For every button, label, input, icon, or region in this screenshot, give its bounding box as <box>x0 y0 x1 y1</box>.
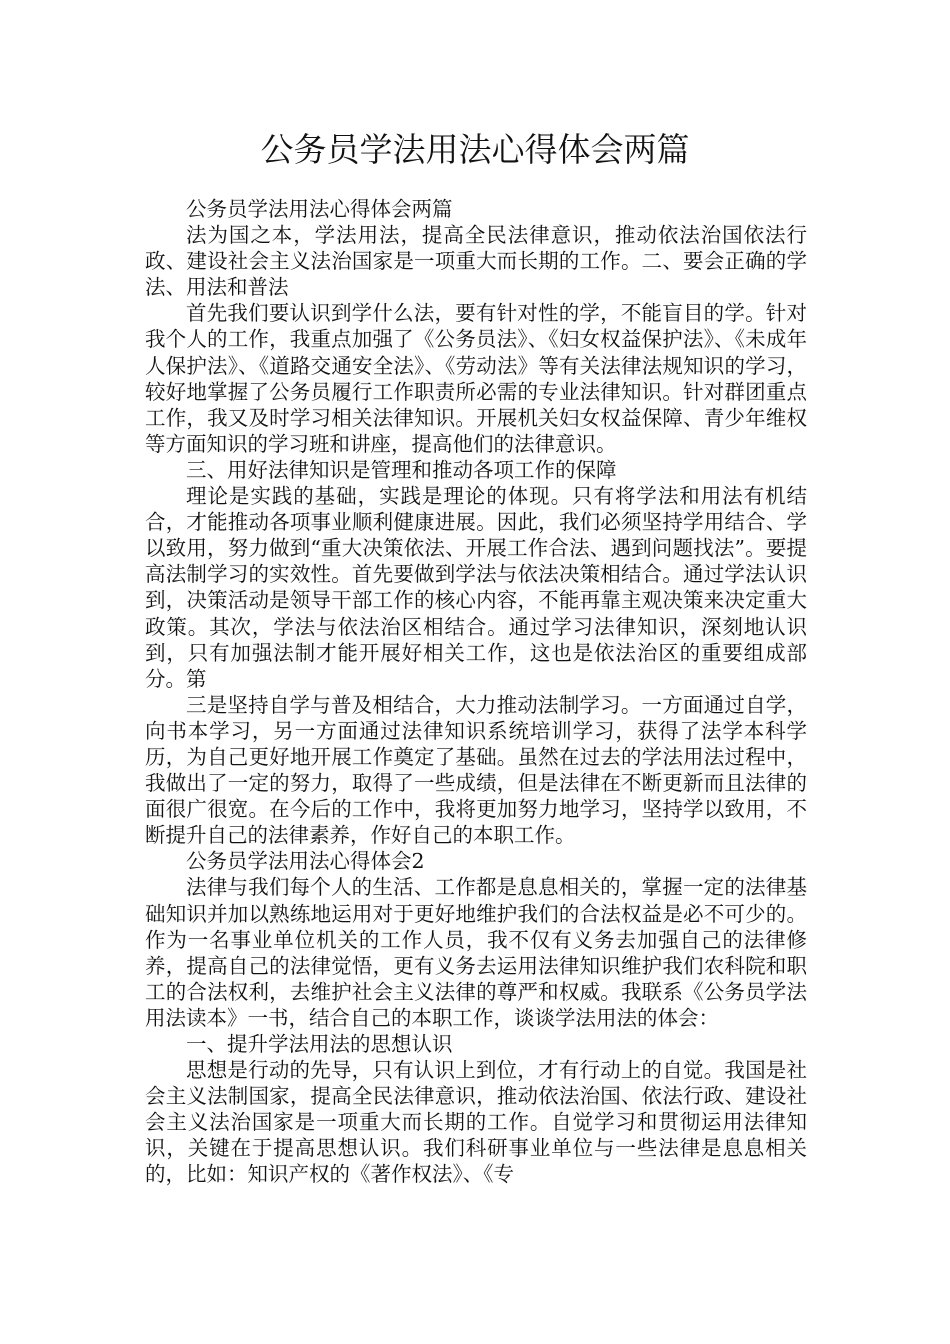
document-body <box>145 196 807 1188</box>
paragraph: 思想是行动的先导，只有认识上到位，才有行动上的自觉。我国是社会主义法制国家，提高全民法律意识，推动依法治国、依法行政、建设社会主义法治国家是一项重大而长期的工作。自觉学习和贯彻运用法律知识，关键在于提高思想认识。我们科研事业单位与一些法律是息息相关的，比如：知识产权的《著作权法》、《专 <box>145 1058 807 1187</box>
paragraph-heading: 一、提升学法用法的思想认识 <box>186 1032 453 1056</box>
paragraph: 理论是实践的基础，实践是理论的体现。只有将学法和用法有机结合，才能推动各项事业顺利健康进展。因此，我们必须坚持学用结合、学以致用，努力做到“重大决策依法、开展工作合法、遇到问题找法”。要提高法制学习的实效性。首先要做到学法与依法决策相结合。通过学法认识到，决策活动是领导干部工作的核心内容，不能再靠主观决策来决定重大政策。其次，学法与依法治区相结合。通过学习法律知识，深刻地认识到，只有加强法制才能开展好相关工作，这也是依法治区的重要组成部分。第 <box>145 484 807 691</box>
paragraph: 法为国之本，学法用法，提高全民法律意识，推动依法治国依法行政、建设社会主义法治国家是一项重大而长期的工作。二、要会正确的学法、用法和普法 <box>145 223 807 300</box>
paragraph: 法律与我们每个人的生活、工作都是息息相关的，掌握一定的法律基础知识并加以熟练地运用对于更好地维护我们的合法权益是必不可少的。作为一名事业单位机关的工作人员，我不仅有义务去加强自己的法律修养，提高自己的法律觉悟，更有义务去运用法律知识维护我们农科院和职工的合法权利，去维护社会主义法律的尊严和权威。我联系《公务员学法用法读本》一书，结合自己的本职工作，谈谈学法用法的体会： <box>145 875 807 1030</box>
paragraph-subtitle: 公务员学法用法心得体会两篇 <box>186 197 453 221</box>
paragraph-heading: 三、用好法律知识是管理和推动各项工作的保障 <box>186 457 617 482</box>
paragraph-heading: 公务员学法用法心得体会2 <box>186 849 425 874</box>
document-title: 公务员学法用法心得体会两篇 <box>260 130 690 169</box>
paragraph: 三是坚持自学与普及相结合，大力推动法制学习。一方面通过自学，向书本学习，另一方面通过法律知识系统培训学习，获得了法学本科学历，为自己更好地开展工作奠定了基础。虽然在过去的学法用法过程中，我做出了一定的努力，取得了一些成绩，但是法律在不断更新而且法律的面很广很宽。在今后的工作中，我将更加努力地学习，坚持学以致用，不断提升自己的法律素养，作好自己的本职工作。 <box>145 692 807 848</box>
paragraph: 首先我们要认识到学什么法，要有针对性的学，不能盲目的学。针对我个人的工作，我重点加强了《公务员法》、《妇女权益保护法》、《未成年人保护法》、《道路交通安全法》、《劳动法》等有关法律法规知识的学习，较好地掌握了公务员履行工作职责所必需的专业法律知识。针对群团重点工作，我又及时学习相关法律知识。开展机关妇女权益保障、青少年维权等方面知识的学习班和讲座，提高他们的法律意识。 <box>145 301 807 456</box>
